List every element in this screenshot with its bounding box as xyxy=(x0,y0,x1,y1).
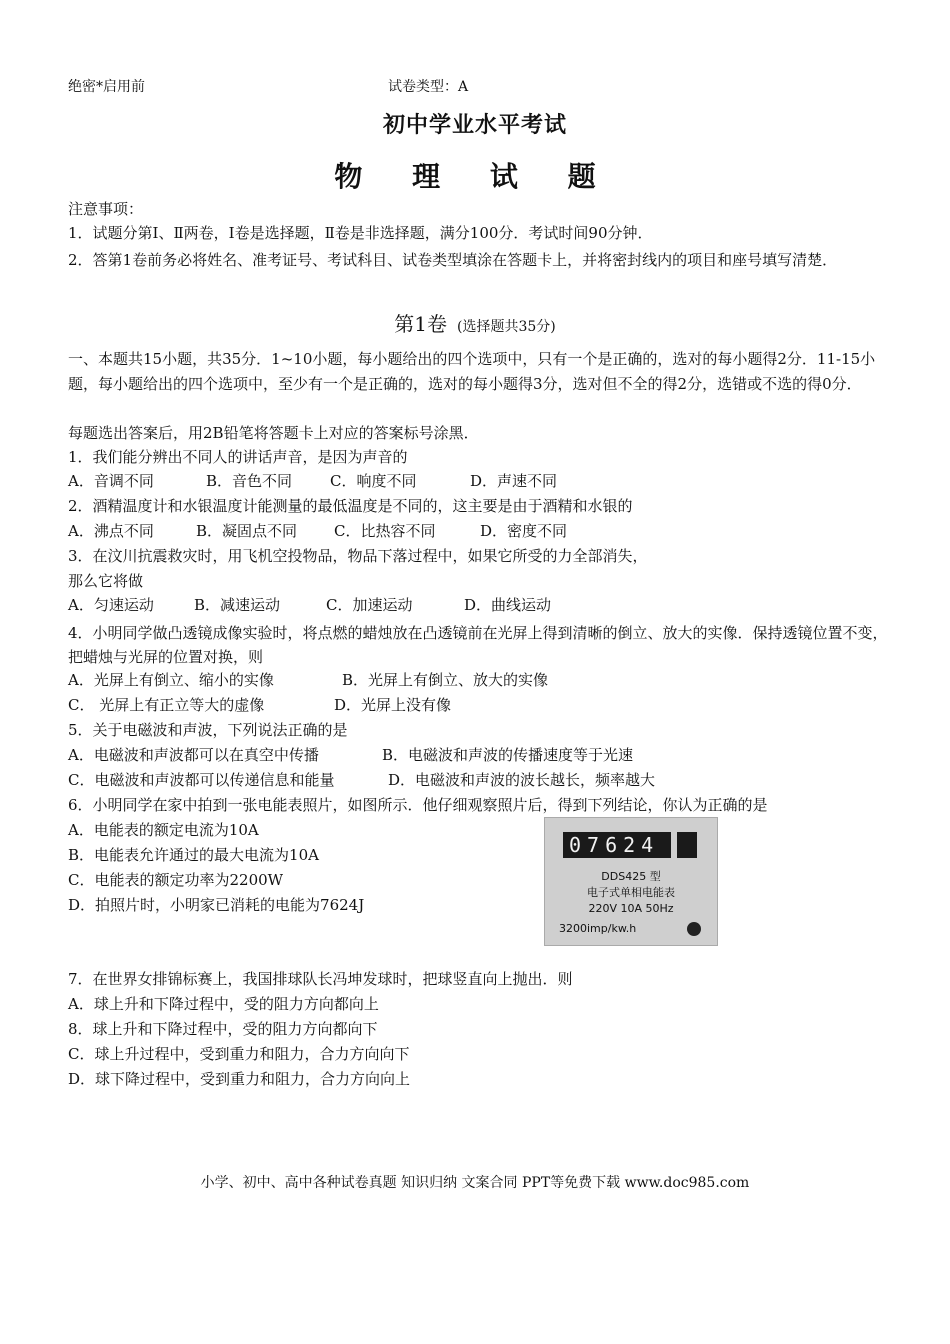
exam-title: 初中学业水平考试 xyxy=(382,112,567,138)
part-intro: 一、本题共15小题，共35分．1~10小题，每小题给出的四个选项中，只有一个是正确的，选对的每小题得2分．11-15小题，每小题给出的四个选项中，至少有一个是正确的，选对的每小题得3分，选对但不全的得2分，选错或不选的得0分． xyxy=(68,350,876,393)
paper-type-label: 试卷类型：A xyxy=(388,79,469,95)
meter-rate: 3200imp/kw.h xyxy=(559,922,637,935)
q2-stem: 2．酒精温度计和水银温度计能测量的最低温度是不同的，这主要是由于酒精和水银的 xyxy=(68,497,633,515)
q7-option-d: D．球下降过程中，受到重力和阻力，合力方向向上 xyxy=(68,1070,411,1088)
q2-option-b: B．凝固点不同 xyxy=(196,522,298,540)
q1-option-c: C．响度不同 xyxy=(330,472,417,490)
meter-indicator-icon xyxy=(687,922,701,936)
q5-options-row1 xyxy=(68,746,633,764)
q4-stem: 4．小明同学做凸透镜成像实验时，将点燃的蜡烛放在凸透镜前在光屏上得到清晰的倒立、放大的实像．保持透镜位置不变，把蜡烛与光屏的位置对换，则 xyxy=(68,624,888,666)
q2-options xyxy=(68,522,567,540)
q6-option-d: D．拍照片时，小明家已消耗的电能为7624J xyxy=(68,896,365,914)
meter-name: 电子式单相电能表 xyxy=(587,886,675,899)
q6-stem: 6．小明同学在家中拍到一张电能表照片，如图所示．他仔细观察照片后，得到下列结论，你认为正确的是 xyxy=(68,796,768,814)
meter-unit-window xyxy=(677,832,697,858)
q4-options-row2 xyxy=(68,696,451,714)
q2-option-a: A．沸点不同 xyxy=(68,522,154,540)
q7-option-b: 8．球上升和下降过程中，受的阻力方向都向下 xyxy=(68,1020,378,1038)
q7-stem: 7．在世界女排锦标赛上，我国排球队长冯坤发球时，把球竖直向上抛出．则 xyxy=(68,970,573,988)
q6-option-b: B．电能表允许通过的最大电流为10A xyxy=(68,846,319,864)
q7-option-c: C．球上升过程中，受到重力和阻力，合力方向向下 xyxy=(68,1045,410,1063)
q7-option-a: A．球上升和下降过程中，受的阻力方向都向上 xyxy=(68,995,379,1013)
q4-option-b: B．光屏上有倒立、放大的实像 xyxy=(342,671,549,689)
meter-model: DDS425 型 xyxy=(601,870,661,883)
q1-option-a: A．音调不同 xyxy=(68,472,154,490)
q3-option-c: C．加速运动 xyxy=(326,596,413,614)
notes-heading: 注意事项： xyxy=(68,200,144,218)
q5-options-row2 xyxy=(68,771,655,789)
q1-stem: 1．我们能分辨出不同人的讲话声音，是因为声音的 xyxy=(68,448,408,466)
q1-option-d: D．声速不同 xyxy=(470,472,558,490)
subject-title: 物 理 试 题 xyxy=(334,160,616,193)
q6-option-a: A．电能表的额定电流为10A xyxy=(68,821,259,839)
footer-text: 小学、初中、高中各种试卷真题 知识归纳 文案合同 PPT等免费下载 www.doc985.com xyxy=(200,1175,750,1191)
q2-option-d: D．密度不同 xyxy=(480,522,568,540)
q5-stem: 5．关于电磁波和声波，下列说法正确的是 xyxy=(68,721,348,739)
q1-options xyxy=(68,472,557,490)
notes-item-2: 2．答第1卷前务必将姓名、准考证号、考试科目、试卷类型填涂在答题卡上，并将密封线内的项目和座号填写清楚． xyxy=(68,251,838,269)
q3-stem-continued: 那么它将做 xyxy=(68,572,144,590)
q1-option-b: B．音色不同 xyxy=(206,472,293,490)
q2-option-c: C．比热容不同 xyxy=(334,522,436,540)
q6-option-c: C．电能表的额定功率为2200W xyxy=(68,871,284,889)
q3-option-b: B．减速运动 xyxy=(194,596,281,614)
meter-digits: 07624 xyxy=(563,832,671,858)
part-title-main: 第1卷 xyxy=(394,312,447,336)
q4-options-row1 xyxy=(68,671,548,689)
q3-stem: 3．在汶川抗震救灾时，用飞机空投物品，物品下落过程中，如果它所受的力全部消失， xyxy=(68,547,648,565)
q5-option-d: D．电磁波和声波的波长越长，频率越大 xyxy=(388,771,656,789)
q3-option-a: A．匀速运动 xyxy=(68,596,154,614)
q4-option-c: C． 光屏上有正立等大的虚像 xyxy=(68,696,265,714)
part-title xyxy=(0,308,950,337)
part-instruction: 每题选出答案后，用2B铅笔将答题卡上对应的答案标号涂黑． xyxy=(68,424,479,442)
part-title-sub: (选择题共35分) xyxy=(456,319,556,335)
meter-spec: 220V 10A 50Hz xyxy=(588,902,674,915)
electric-meter-photo xyxy=(544,817,718,946)
q5-option-b: B．电磁波和声波的传播速度等于光速 xyxy=(382,746,634,764)
q5-option-a: A．电磁波和声波都可以在真空中传播 xyxy=(68,746,319,764)
q3-option-d: D．曲线运动 xyxy=(464,596,552,614)
q3-options xyxy=(68,596,551,614)
notes-item-1: 1．试题分第Ⅰ、Ⅱ两卷，Ⅰ卷是选择题，Ⅱ卷是非选择题，满分100分．考试时间90分钟． xyxy=(68,224,653,242)
q4-option-a: A．光屏上有倒立、缩小的实像 xyxy=(68,671,274,689)
q4-option-d: D．光屏上没有像 xyxy=(334,696,452,714)
q5-option-c: C．电磁波和声波都可以传递信息和能量 xyxy=(68,771,335,789)
confidential-label: 绝密*启用前 xyxy=(68,79,145,95)
